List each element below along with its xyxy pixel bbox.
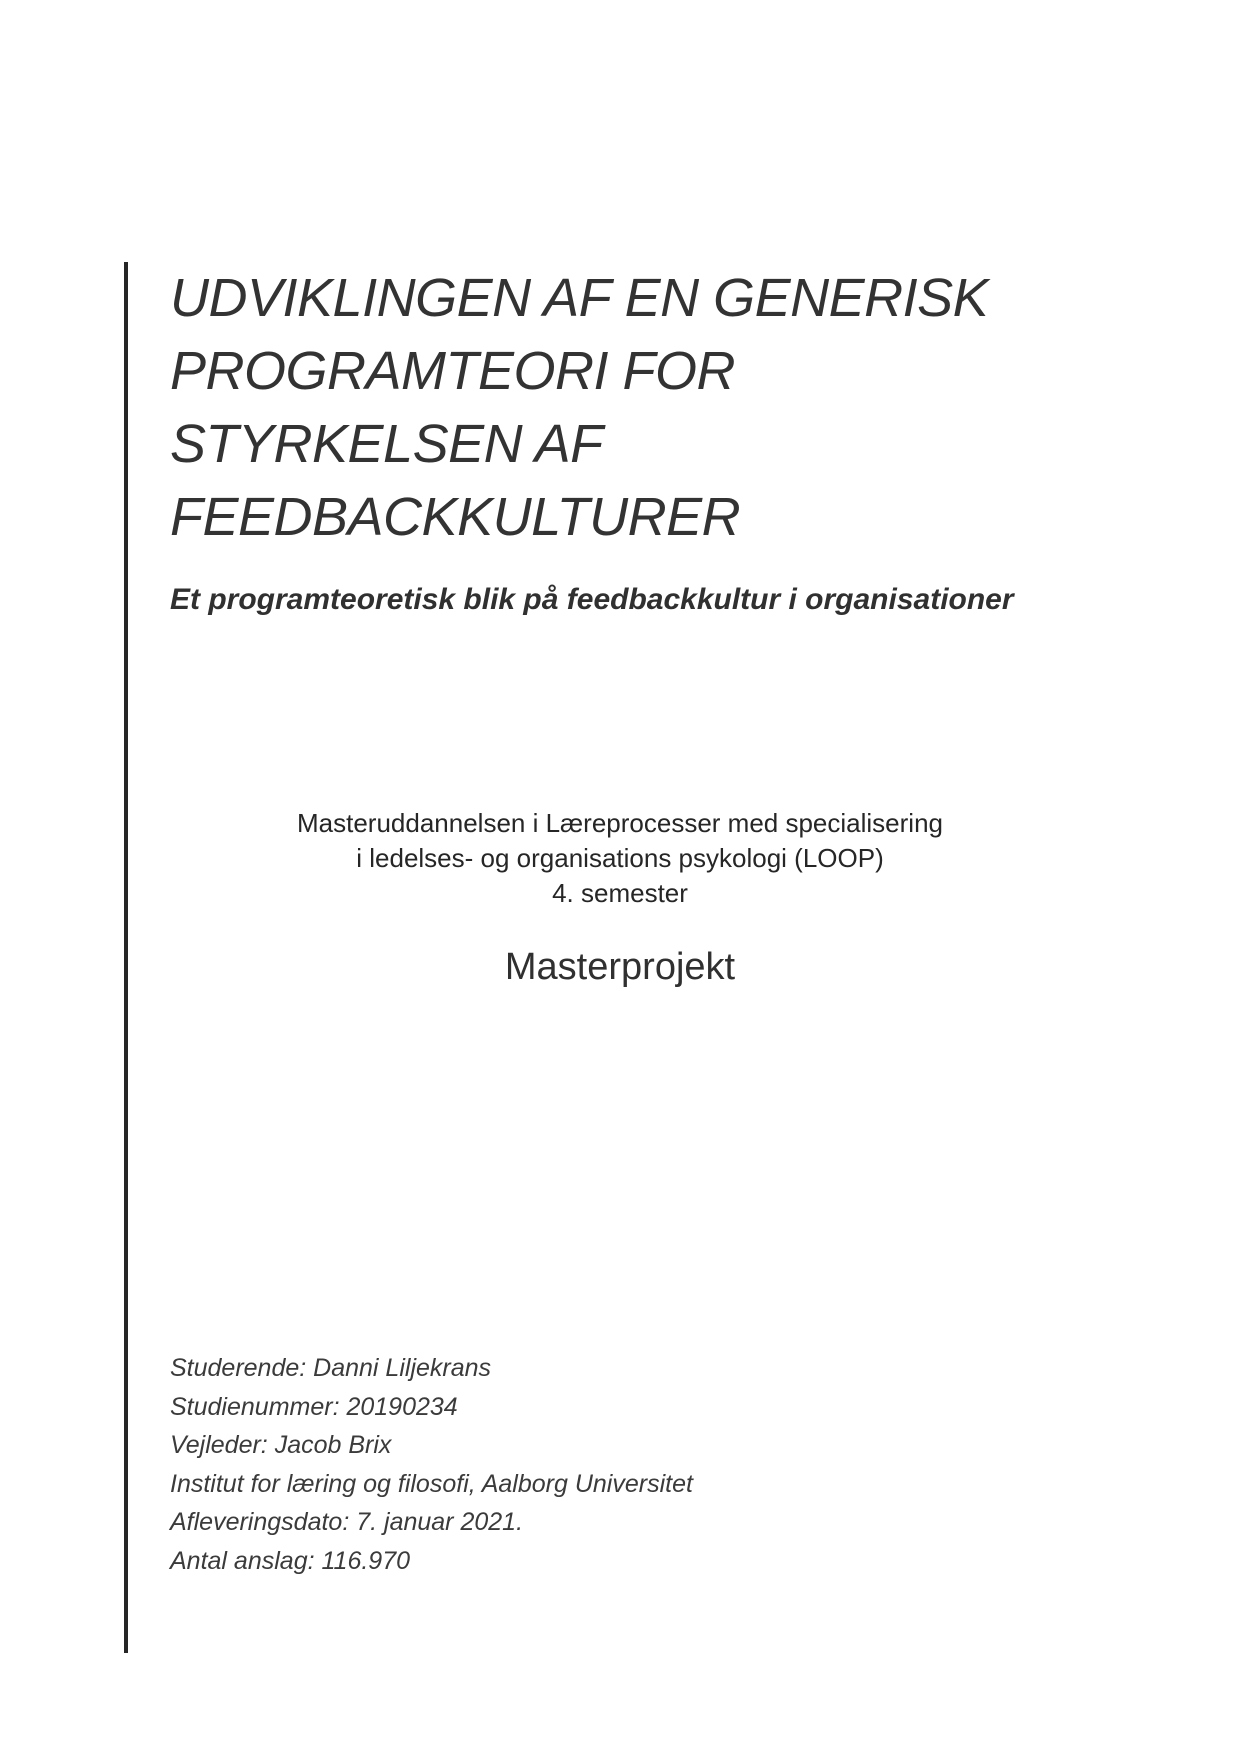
- thesis-subtitle: Et programteoretisk blik på feedbackkultur i organisationer: [170, 583, 1014, 616]
- info-line-submission-date: Afleveringsdato: 7. januar 2021.: [170, 1508, 524, 1536]
- thesis-title-line-1: UDVIKLINGEN AF EN GENERISK: [170, 268, 989, 328]
- program-line-2: i ledelses- og organisations psykologi (LOOP): [356, 843, 884, 873]
- left-border-rule: [124, 262, 128, 1653]
- info-line-student-number: Studienummer: 20190234: [170, 1392, 458, 1421]
- project-type-label: Masterprojekt: [504, 946, 736, 988]
- info-line-student: Studerende: Danni Liljekrans: [170, 1354, 492, 1382]
- student-info-block: [170, 1349, 970, 1580]
- thesis-title: [170, 262, 1090, 554]
- info-line-institute: Institut for læring og filosofi, Aalborg Universitet: [170, 1469, 693, 1498]
- thesis-title-line-3: FEEDBACKKULTURER: [170, 487, 741, 547]
- info-line-supervisor: Vejleder: Jacob Brix: [170, 1431, 392, 1459]
- thesis-title-line-2: PROGRAMTEORI FOR STYRKELSEN AF: [170, 341, 736, 474]
- program-line-3: 4. semester: [552, 878, 688, 908]
- info-line-character-count: Antal anslag: 116.970: [170, 1546, 411, 1575]
- program-description: [170, 806, 1070, 911]
- program-line-1: Masteruddannelsen i Læreprocesser med specialisering: [296, 808, 943, 838]
